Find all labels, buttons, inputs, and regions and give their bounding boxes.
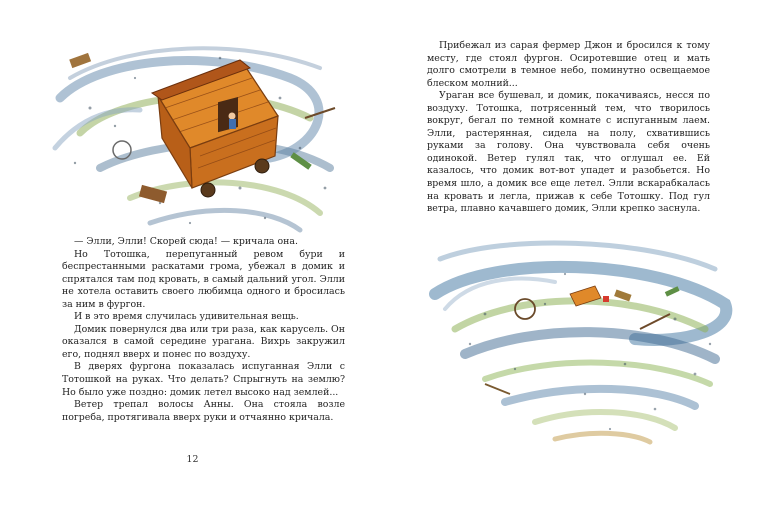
paragraph: Ветер трепал волосы Анны. Она стояла возле погреба, протягивала вверх руки и отчаянно кричала. (62, 399, 345, 423)
paragraph: Прибежал из сарая фермер Джон и бросился к тому месту, где стоял фургон. Осиротевшие отец и мать долго смотрели в темное небо, поминутно освещаемое блеском молний... (427, 40, 710, 89)
paragraph: Домик повернулся два или три раза, как карусель. Он оказался в самой середине урагана. Вихрь закружил его, поднял вверх и понес по воздуху. (62, 323, 345, 360)
paragraph: Но Тотошка, перепуганный ревом бури и беспрестанными раскатами грома, убежал в домик и спрятался там под кровать, в самый дальний угол. Элли не хотела оставить своего любимца одного и бросилась за ним в фургон. (62, 248, 345, 310)
paragraph: В дверях фургона показалась испуганная Элли с Тотошкой на руках. Что делать? Спрыгнуть на землю? Но было уже поздно: домик летел высоко над землей... (62, 361, 345, 398)
paragraph: Ураган все бушевал, и домик, покачиваясь, несся по воздуху. Тотошка, потрясенный тем, что творилось вокруг, бегал по темной комнате с испуганным лаем. Элли, растерянная, сидела на полу, схватившись руками за голову. Она чувствовала себя очень одинокой. Ветер гулял так, что оглушал ее. Ей казалось, что домик вот-вот упадет и разобьется. Но время шло, а домик все еще летел. Элли вскарабкалась на кровать и легла, прижав к себе Тотошку. Под гул ветра, плавно качавшего домик, Элли крепко заснула. (427, 90, 710, 215)
paragraph: И в это время случилась удивительная вещь. (74, 311, 299, 323)
flying-house-illustration (40, 38, 350, 233)
right-page (385, 0, 770, 505)
paragraph: — Элли, Элли! Скорей сюда! — кричала она. (74, 236, 298, 247)
right-page-text (427, 40, 710, 216)
whirlwind-illustration (425, 234, 735, 446)
left-page-text (62, 236, 345, 424)
page-number: 12 (186, 454, 199, 465)
